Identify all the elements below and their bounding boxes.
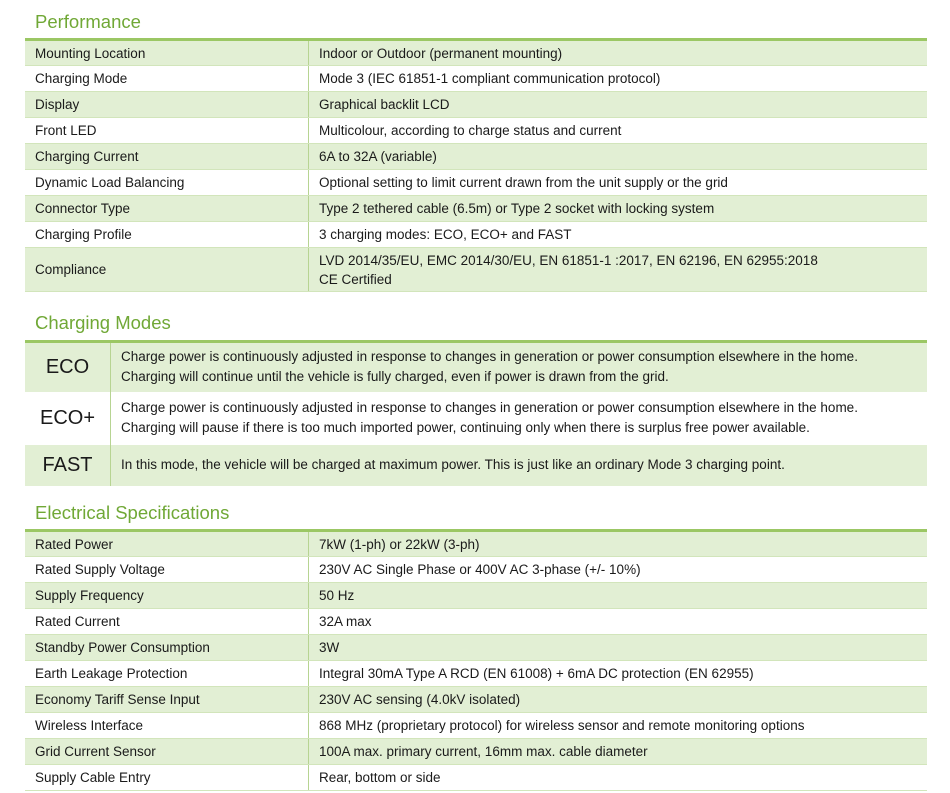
electrical-title: Electrical Specifications [35,502,230,523]
spec-value: Rear, bottom or side [309,765,928,791]
mode-row [25,342,927,392]
table-row [25,92,927,118]
mode-row [25,392,927,445]
mode-name: ECO [25,342,111,392]
spec-label: Charging Mode [25,66,309,92]
spec-value [309,248,928,292]
mode-description-line: Charge power is continuously adjusted in response to changes in generation or power consumption elsewhere in the home. [121,349,858,365]
spec-value: 868 MHz (proprietary protocol) for wireless sensor and remote monitoring options [309,713,928,739]
spec-label: Rated Current [25,609,309,635]
table-row [25,713,927,739]
table-row [25,687,927,713]
spec-label: Rated Supply Voltage [25,557,309,583]
table-row [25,248,927,292]
spec-value: 230V AC Single Phase or 400V AC 3-phase (+/- 10%) [309,557,928,583]
table-row [25,609,927,635]
table-row [25,222,927,248]
table-row [25,144,927,170]
spec-value: 3 charging modes: ECO, ECO+ and FAST [309,222,928,248]
spec-value: Integral 30mA Type A RCD (EN 61008) + 6mA DC protection (EN 62955) [309,661,928,687]
performance-title: Performance [35,11,141,32]
spec-label: Wireless Interface [25,713,309,739]
spec-value-line: LVD 2014/35/EU, EMC 2014/30/EU, EN 61851-1 :2017, EN 62196, EN 62955:2018 [319,252,818,268]
spec-label: Compliance [25,248,309,292]
spec-value: Indoor or Outdoor (permanent mounting) [309,40,928,66]
table-row [25,531,927,557]
spec-value: Mode 3 (IEC 61851-1 compliant communication protocol) [309,66,928,92]
mode-name: FAST [25,445,111,486]
spec-label: Supply Cable Entry [25,765,309,791]
spec-value: 230V AC sensing (4.0kV isolated) [309,687,928,713]
table-row [25,765,927,791]
spec-label: Economy Tariff Sense Input [25,687,309,713]
mode-description [111,342,928,392]
spec-value: 6A to 32A (variable) [309,144,928,170]
mode-name: ECO+ [25,392,111,445]
spec-label: Standby Power Consumption [25,635,309,661]
table-row [25,40,927,66]
table-row [25,661,927,687]
spec-label: Dynamic Load Balancing [25,170,309,196]
spec-label: Supply Frequency [25,583,309,609]
table-row [25,118,927,144]
spec-value: Graphical backlit LCD [309,92,928,118]
performance-table [25,38,927,292]
spec-value: 32A max [309,609,928,635]
spec-value: 50 Hz [309,583,928,609]
spec-value: Optional setting to limit current drawn from the unit supply or the grid [309,170,928,196]
mode-row [25,445,927,486]
spec-label: Charging Profile [25,222,309,248]
charging-modes-title: Charging Modes [35,312,171,333]
table-row [25,196,927,222]
spec-value: Multicolour, according to charge status and current [309,118,928,144]
table-row [25,583,927,609]
spec-label: Front LED [25,118,309,144]
electrical-table [25,529,927,791]
table-row [25,557,927,583]
mode-description-line: Charging will pause if there is too much imported power, continuing only when there is surplus free power available. [121,420,810,435]
spec-value: 3W [309,635,928,661]
mode-description-line: Charging will continue until the vehicle is fully charged, even if power is drawn from the grid. [121,369,669,385]
spec-label: Grid Current Sensor [25,739,309,765]
table-row [25,739,927,765]
table-row [25,170,927,196]
mode-description: In this mode, the vehicle will be charged at maximum power. This is just like an ordinary Mode 3 charging point. [111,445,928,486]
spec-label: Display [25,92,309,118]
charging-modes-table [25,340,927,486]
spec-label: Connector Type [25,196,309,222]
spec-value-line: CE Certified [319,271,392,287]
table-row [25,66,927,92]
mode-description-line: Charge power is continuously adjusted in response to changes in generation or power consumption elsewhere in the home. [121,400,858,415]
spec-value: 100A max. primary current, 16mm max. cable diameter [309,739,928,765]
spec-value: Type 2 tethered cable (6.5m) or Type 2 socket with locking system [309,196,928,222]
spec-value: 7kW (1-ph) or 22kW (3-ph) [309,531,928,557]
table-row [25,635,927,661]
spec-label: Earth Leakage Protection [25,661,309,687]
spec-label: Rated Power [25,531,309,557]
spec-label: Charging Current [25,144,309,170]
mode-description [111,392,928,445]
spec-label: Mounting Location [25,40,309,66]
